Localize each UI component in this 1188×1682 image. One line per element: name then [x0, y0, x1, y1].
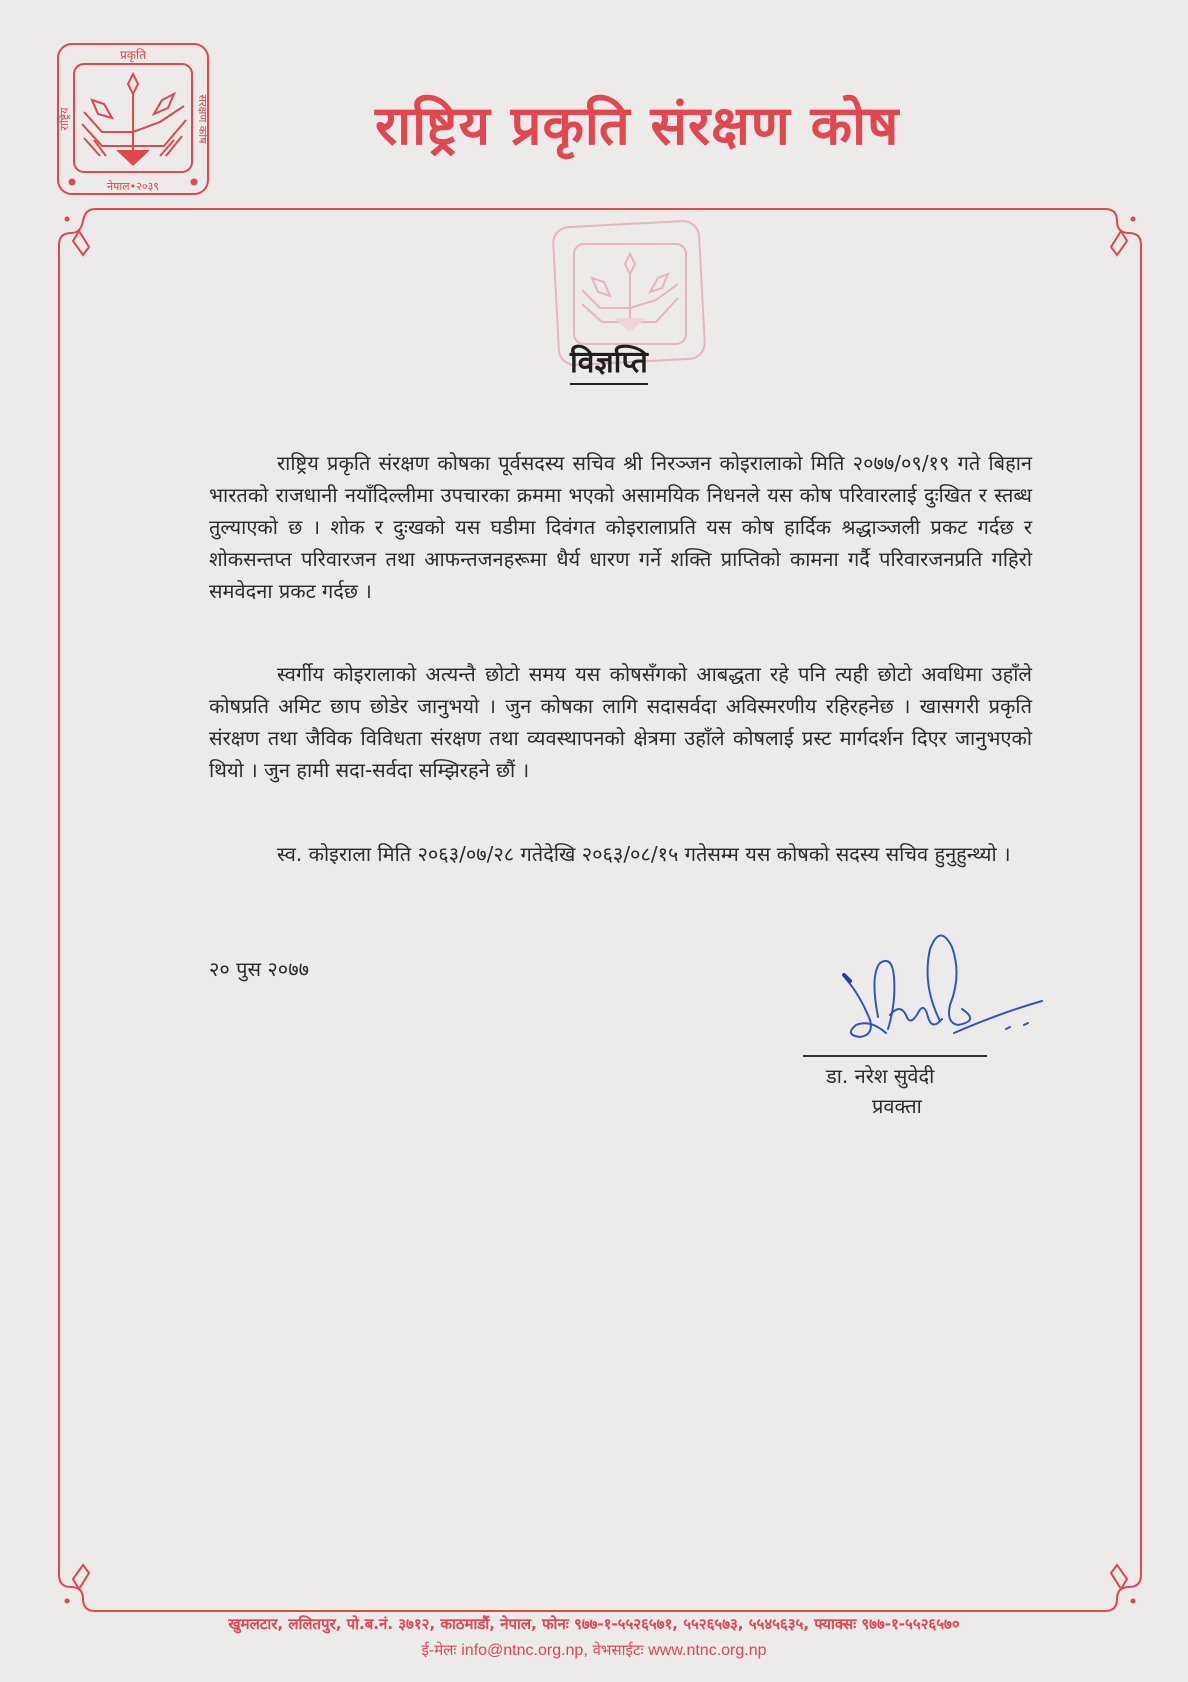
- notice-paragraph: [209, 447, 1032, 607]
- notice-date: २० पुस २०७७: [209, 957, 309, 981]
- svg-text:राष्ट्रिय: राष्ट्रिय: [58, 107, 71, 131]
- footer-contact: [0, 1640, 1188, 1660]
- svg-text:नेपाल•२०३९: नेपाल•२०३९: [106, 180, 160, 193]
- letterhead-frame: [55, 205, 1145, 1615]
- signatory-name: डा. नरेश सुवेदी: [826, 1064, 935, 1088]
- ntnc-emblem-icon: [56, 42, 210, 196]
- paragraph-text: राष्ट्रिय प्रकृति संरक्षण कोषका पूर्वसदस्य सचिव श्री निरञ्जन कोइरालाको मिति २०७७/०९/१९ गते बिहान भारतको राजधानी नयाँदिल्लीमा उपचारका क्रममा भएको असामयिक निधनले यस कोष परिवारलाई दुःखित र स्तब्ध तुल्याएको छ । शोक र दुःखको यस घडीमा दिवंगत कोइरालाप्रति यस कोष हार्दिक श्रद्धाञ्जली प्रकट गर्दछ र शोकसन्तप्त परिवारजन तथा आफन्तजनहरूमा धैर्य धारण गर्ने शक्ति प्राप्तिको कामना गर्दै परिवारजनप्रति गहिरो समवेदना प्रकट गर्दछ ।: [209, 451, 1032, 603]
- website-link[interactable]: www.ntnc.org.np: [648, 1642, 767, 1659]
- footer-address: खुमलटार, ललितपुर, पो.ब.नं. ३७१२, काठमाडौं, नेपाल, फोनः ९७७-१-५५२६५७१, ५५२६५७३, ५५४५६३५, फ्याक्सः ९७७-१-५५२६५७०: [228, 1615, 960, 1633]
- org-name-heading: राष्ट्रिय प्रकृति संरक्षण कोष: [375, 94, 900, 157]
- frame-border-icon: [55, 205, 1145, 1615]
- signature: [830, 925, 1050, 1060]
- paragraph-text: स्व. कोइराला मिति २०६३/०७/२८ गतेदेखि २०६३/०८/१५ गतेसम्म यस कोषको सदस्य सचिव हुनुहुन्थ्यो ।: [277, 842, 1011, 866]
- signature-line: [803, 1055, 987, 1057]
- email-link[interactable]: info@ntnc.org.np,: [461, 1642, 588, 1659]
- org-logo: [56, 42, 210, 196]
- handwritten-signature-icon: [830, 925, 1050, 1060]
- svg-text:प्रकृति: प्रकृति: [120, 48, 146, 62]
- notice-paragraph: [209, 658, 1032, 786]
- email-label: ई-मेलः: [421, 1641, 457, 1659]
- svg-text:संरक्षण कोष: संरक्षण कोष: [196, 94, 209, 144]
- website-label: वेभसाईटः: [592, 1641, 644, 1659]
- signatory-title: प्रवक्ता: [872, 1094, 922, 1118]
- notice-heading: विज्ञप्ति: [570, 340, 648, 385]
- notice-paragraph: [209, 838, 1032, 870]
- paragraph-text: स्वर्गीय कोइरालाको अत्यन्तै छोटो समय यस कोषसँगको आबद्धता रहे पनि त्यही छोटो अवधिमा उहाँले कोषप्रति अमिट छाप छोडेर जानुभयो । जुन कोषका लागि सदासर्वदा अविस्मरणीय रहिरहनेछ । खासगरी प्रकृति संरक्षण तथा जैविक विविधता संरक्षण तथा व्यवस्थापनको क्षेत्रमा उहाँले कोषलाई प्रस्ट मार्गदर्शन दिएर जानुभएको थियो । जुन हामी सदा-सर्वदा सम्झिरहने छौं ।: [209, 662, 1032, 782]
